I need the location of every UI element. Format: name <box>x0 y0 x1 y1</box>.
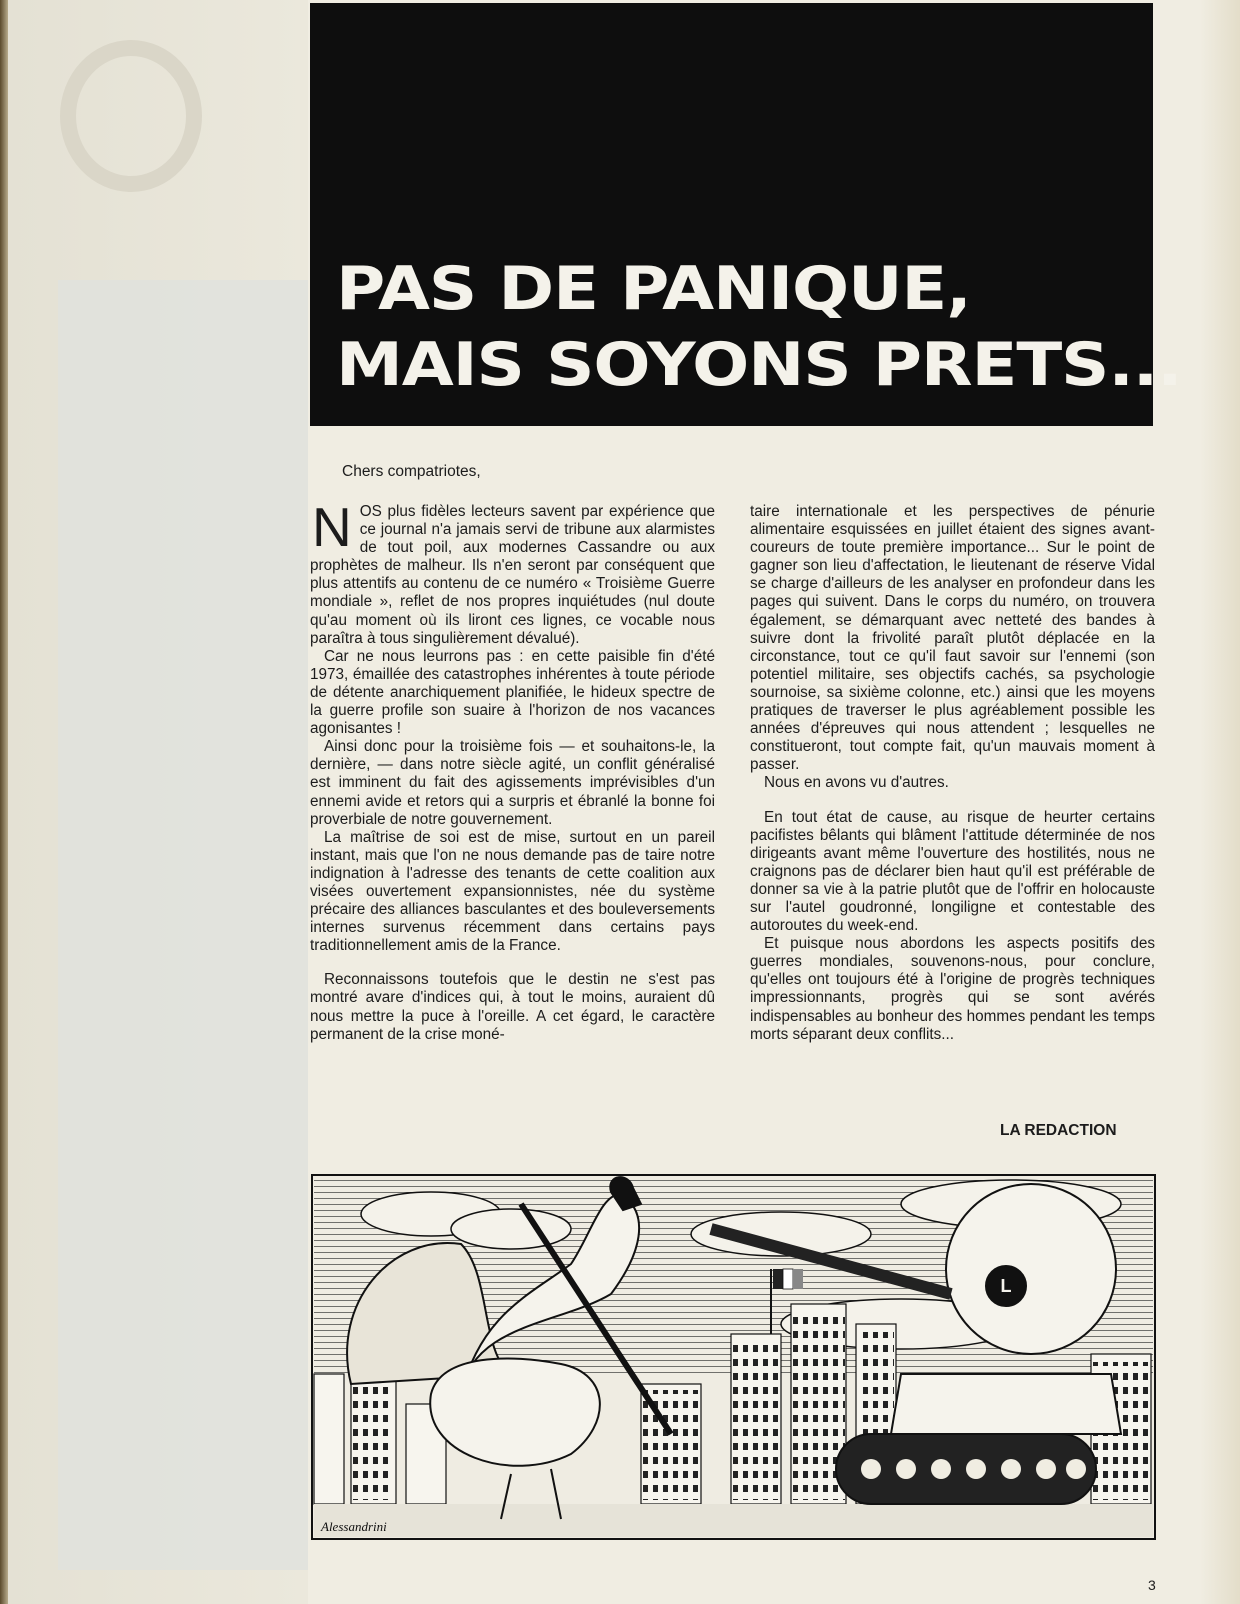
show-through-letter <box>60 40 202 192</box>
page-right-edge <box>1200 0 1240 1604</box>
headline: PAS DE PANIQUE, MAIS SOYONS PRETS... <box>336 254 1182 400</box>
article-column-right <box>750 503 1155 1044</box>
article-paragraph: taire internationale et les perspectives de pénurie alimentaire esquissées en juillet étaient des signes avant-coureurs de toute première importance... Sur le point de gagner son lieu d'affectation, le lieutenant de réserve Vidal se charge d'ailleurs de les analyser en profondeur dans les pages qui suivent. Dans le corps du numéro, on trouvera également, se démarquant avec netteté des bandes à suivre dont la frivolité paraît plutôt déplacée en la circonstance, tout ce qu'il faut savoir sur l'ennemi (son potentiel militaire, ses objectifs cachés, sa psychologie sournoise, sa sixième colonne, etc.) ainsi que les moyens pratiques de traverser le plus agréablement possible les années d'épreuves qui nous attendent ; lesquelles ne constitueront, tout compte fait, qu'un mauvais moment à passer. <box>750 503 1155 774</box>
drop-cap: N <box>312 496 352 558</box>
cartoon-illustration <box>311 1174 1156 1540</box>
article-paragraph: Car ne nous leurrons pas : en cette paisible fin d'été 1973, émaillée des catastrophes inhérentes à toute période de détente anarchiquement planifiée, le hideux spectre de la guerre profile son suaire à l'horizon de nos vacances agonisantes ! <box>310 647 715 738</box>
article-paragraph: NOS plus fidèles lecteurs savent par expérience que ce journal n'a jamais servi de tribune aux alarmistes de tout poil, aux modernes Cassandre ou aux prophètes de malheur. Ils n'en seront par conséquent que plus attentifs au contenu de ce numéro « Troisième Guerre mondiale », reflet de nos propres inquiétudes (nul doute qu'au moment où ils liront ces lignes, ce vocable nous paraîtra à tous singulièrement dévalué). <box>310 496 715 647</box>
greeting: Chers compatriotes, <box>342 463 481 480</box>
show-through-panel <box>58 280 308 1570</box>
helmet <box>946 1184 1116 1354</box>
article-paragraph: La maîtrise de soi est de mise, surtout en un pareil instant, mais que l'on ne nous demande pas de taire notre indignation à l'adresse des tenants de cette coalition aux visées ouvertement expansionnistes, née du système précaire des alliances basculantes et des bouleversements internes survenus récemment dans certains pays traditionnellement amis de la France. <box>310 828 715 955</box>
page-number: 3 <box>1148 1577 1156 1593</box>
page-binding-edge <box>0 0 8 1604</box>
article-column-left <box>310 496 715 1044</box>
artist-signature: Alessandrini <box>321 1519 387 1534</box>
article-paragraph: Reconnaissons toutefois que le destin ne s'est pas montré avare d'indices qui, à tout le moins, auraient dû nous mettre la puce à l'oreille. A cet égard, le caractère permanent de la crise moné- <box>310 971 715 1043</box>
title-banner <box>310 3 1182 426</box>
article-paragraph: En tout état de cause, au risque de heurter certains pacifistes bêlants qui blâment l'attitude déterminée de nos dirigeants avant même l'ouverture des hostilités, nous ne craignons pas de déclarer bien haut qu'il est préférable de donner sa vie à la patrie plutôt que de l'offrir en holocauste sur l'autel goudronné, longiligne et contestable des autoroutes du week-end. <box>750 808 1155 935</box>
article-paragraph: Nous en avons vu d'autres. <box>764 774 949 792</box>
signature: LA REDACTION <box>1000 1122 1117 1139</box>
cartoon-drawing <box>311 1174 1156 1540</box>
article-paragraph: Ainsi donc pour la troisième fois — et souhaitons-le, la dernière, — dans notre siècle agité, un conflit généralisé est imminent du fait des agissements imprévisibles d'un ennemi avide et retors qui a surpris et ébranlé la bonne foi proverbiale de notre gouvernement. <box>310 738 715 828</box>
article-paragraph: Et puisque nous abordons les aspects positifs des guerres mondiales, souvenons-nous, pour conclure, qu'elles ont toujours été à l'origine de progrès techniques impressionnants, progrès qui se sont avérés indispensables au bonheur des hommes pendant les temps morts séparant deux conflits... <box>750 935 1155 1043</box>
ground <box>314 1504 1153 1537</box>
helmet-emblem-letter: L <box>1000 1276 1012 1296</box>
